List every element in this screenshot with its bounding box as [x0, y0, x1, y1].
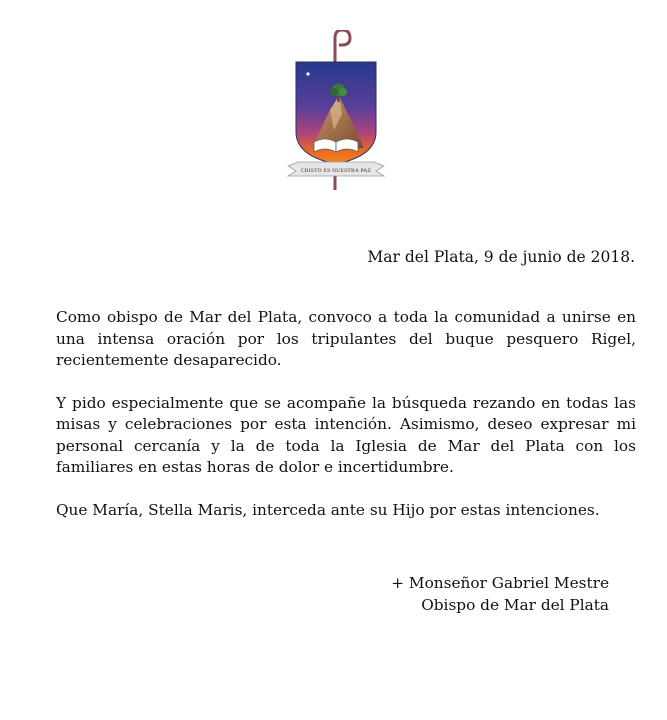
- signature-title: Obispo de Mar del Plata: [421, 595, 609, 614]
- signature-name: + Monseñor Gabriel Mestre: [391, 574, 609, 592]
- motto-text: CRISTO ES NUESTRA PAZ: [300, 168, 372, 174]
- episcopal-coat-of-arms: [284, 30, 388, 194]
- signature-block: [391, 573, 609, 616]
- paragraph-3: Que María, Stella Maris, interceda ante su Hijo por estas intenciones.: [56, 500, 600, 519]
- letter-date: Mar del Plata, 9 de junio de 2018.: [367, 248, 635, 266]
- paragraph-1: Como obispo de Mar del Plata, convoco a toda la comunidad a unirse en una intensa oración por los tripulantes del buque pesquero Rigel, recientemente desaparecido.: [56, 308, 636, 369]
- paragraph-2: Y pido especialmente que se acompañe la búsqueda rezando en todas las misas y celebraciones por esta intención. Asimismo, deseo expresar mi personal cercanía y la de toda la Iglesia de Mar del Plata con los familiares en estas horas de dolor e incertidumbre.: [56, 393, 636, 476]
- coat-of-arms-icon: [284, 30, 388, 194]
- crozier-crook: [335, 30, 350, 56]
- star-icon: [306, 72, 309, 75]
- letter-body: [56, 307, 636, 542]
